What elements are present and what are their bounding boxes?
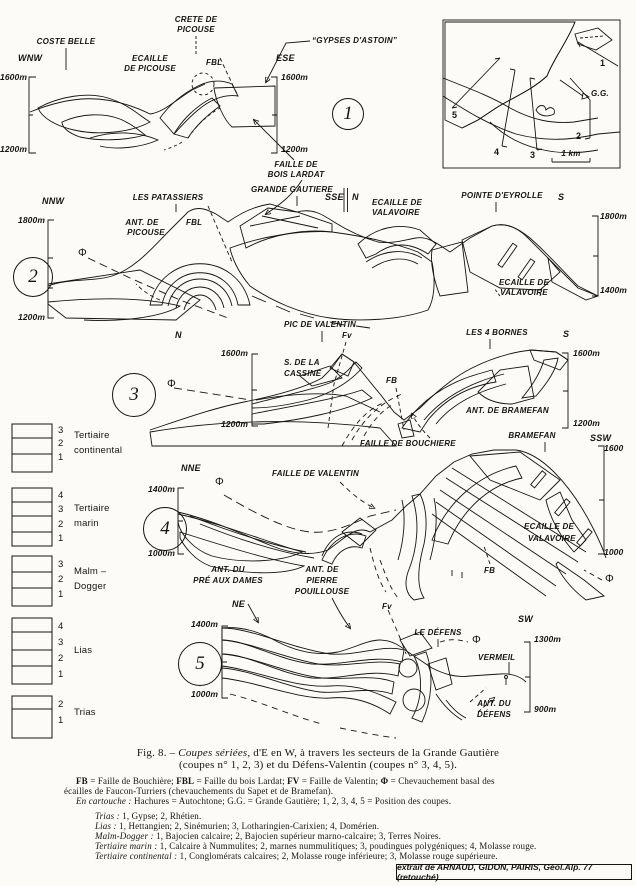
s1-coste-belle-label: COSTE BELLE (36, 37, 96, 46)
inset-cut-2-label: 2 (576, 131, 582, 141)
s5-ant-defens-label-1: ANT. DU (477, 699, 511, 708)
s5-elev-right-bottom: 900m (534, 704, 557, 714)
s2-bend-n-label: N (352, 192, 359, 202)
legend-md-num-2: 2 (58, 574, 64, 585)
s2-les-patassiers-label: LES PATASSIERS (132, 193, 204, 202)
inset-cut-3-label: 3 (530, 150, 536, 160)
s2-orientation-left: NNW (42, 196, 65, 206)
s1-faille-bois-lardat-label-2: BOIS LARDAT (267, 170, 325, 179)
s5-phi-thrust-symbol: Φ (472, 634, 482, 646)
note-fbl-def: = Faille du bois Lardat; (194, 776, 288, 786)
s4-ecaille-valavoire-label-1: ECAILLE DE (524, 522, 575, 531)
credit-text: extrait de ARNAUD, GIDON, PAIRIS, Géol.Alp. 77 (retouché) (397, 862, 593, 882)
s3-elev-right-top: 1600m (573, 348, 600, 358)
inset-scale-label: 1 km (561, 149, 581, 158)
s4-ecaille-valavoire-label-2: VALAVOIRE (528, 534, 576, 543)
legend-md-label-1: Malm – (74, 566, 107, 577)
note-fb-def: = Faille de Bouchière; (87, 776, 177, 786)
caption-italic: Coupes sériées, (178, 747, 251, 759)
legend-lias-num-4: 4 (58, 621, 64, 632)
strata-line-trias (95, 811, 201, 821)
s4-phi-right-symbol: Φ (605, 573, 615, 585)
s5-ant-defens-label-2: DÉFENS (477, 710, 511, 719)
legend-lias-num-1: 1 (58, 669, 64, 680)
strata-tc-rest: 1, Conglomérats calcaires; 2, Molasse rouge inférieure; 3, Molasse rouge supérieure. (177, 851, 498, 861)
s1-gypses-astoin-label: “GYPSES D'ASTOIN” (312, 36, 398, 45)
s3-fv-fault-label: Fv (342, 331, 352, 340)
s1-orientation-right: ESE (276, 53, 295, 63)
s1-ecaille-picouse-label-1: ECAILLE (132, 54, 168, 63)
s5-elev-right-top: 1300m (534, 634, 561, 644)
note-fv-term: FV (287, 776, 300, 786)
note-cartouche-rest: Hachures = Autochtone; G.G. = Grande Gautière; 1, 2, 3, 4, 5 = Position des coupes. (131, 796, 452, 806)
s1-ecaille-picouse-label-2: DE PICOUSE (124, 64, 176, 73)
s1-orientation-left: WNW (18, 53, 43, 63)
strata-line-tertiaire-continental (95, 851, 498, 861)
s5-orientation-right: SW (518, 614, 533, 624)
section-2-number: 2 (13, 257, 53, 297)
legend-tm-label-1: Tertiaire (74, 503, 110, 514)
s3-ant-bramefan-label: ANT. DE BRAMEFAN (466, 406, 549, 415)
inset-cut-5-label: 5 (452, 110, 458, 120)
legend-tm-num-3: 3 (58, 504, 64, 515)
s4-bramefan-label: BRAMEFAN (508, 431, 556, 440)
s2-bend-sse-label: SSE (325, 192, 344, 202)
legend-lias-label: Lias (74, 645, 93, 656)
s2-phi-thrust-symbol: Φ (78, 247, 88, 259)
s5-vermeil-label: VERMEIL (478, 653, 516, 662)
s4-elev-right-bottom: 1000 (604, 547, 624, 557)
s3-faille-bouchiere-label: FAILLE DE BOUCHIERE (360, 439, 456, 448)
s5-elev-left-top: 1400m (191, 619, 218, 629)
section-4-number: 4 (143, 507, 187, 551)
s3-cassine-label-2: CASSINE (284, 369, 322, 378)
note-faults-line2-text: écailles de Faucon-Turriers (chevauchements du Sapet et de Bramefan). (64, 786, 334, 796)
strata-tm-term: Tertiaire marin : (95, 841, 158, 851)
s1-elev-left-bottom: 1200m (0, 144, 27, 154)
legend-md-label-2: Dogger (74, 581, 107, 592)
s1-fbl-fault-label: FBL (206, 58, 223, 67)
s4-ant-pierre-pouillouse-label-3: POUILLOUSE (294, 587, 350, 596)
legend-tc-label-1: Tertiaire (74, 430, 110, 441)
strata-lias-term: Lias : (95, 821, 117, 831)
s2-elev-right-top: 1800m (600, 211, 627, 221)
s3-les-4-bornes-label: LES 4 BORNES (466, 328, 528, 337)
inset-cut-1-label: 1 (600, 58, 606, 68)
note-faults-line-2 (64, 786, 333, 796)
s3-elev-left-bottom: 1200m (221, 419, 248, 429)
s2-elev-left-bottom: 1200m (18, 312, 45, 322)
s5-elev-left-bottom: 1000m (191, 689, 218, 699)
strata-tm-rest: 1, Calcaire à Nummulites; 2, marnes nummulitiques; 3, poudingues polygéniques; 4, Molasse rouge. (157, 841, 537, 851)
s4-elev-left-bottom: 1000m (148, 548, 175, 558)
legend-tc-num-3: 3 (58, 425, 64, 436)
inset-gg-label: G.G. (591, 89, 609, 98)
s4-ant-pre-aux-dames-label-1: ANT. DU (211, 565, 245, 574)
s3-pic-valentin-label: PIC DE VALENTIN (283, 320, 357, 329)
legend-tc-num-1: 1 (58, 452, 64, 463)
s2-ecaille-valavoire-upper-label-2: VALAVOIRE (372, 208, 420, 217)
note-fbl-term: FBL (176, 776, 195, 786)
note-cartouche (76, 796, 451, 806)
caption-rest: d'E en W, à travers les secteurs de la Grande Gautière (253, 747, 500, 759)
note-phi-def: = Chevauchement basal des (388, 776, 495, 786)
s1-elev-right-top: 1600m (281, 72, 308, 82)
s1-crete-picouse-label-1: CRETE DE (174, 15, 218, 24)
strata-line-malm-dogger (95, 831, 441, 841)
s2-ecaille-valavoire-upper-label-1: ECAILLE DE (372, 198, 423, 207)
s2-fbl-fault-label: FBL (186, 218, 203, 227)
legend-md-num-3: 3 (58, 559, 64, 570)
s2-pointe-eyrolle-label: POINTE D'EYROLLE (461, 191, 543, 200)
s5-fv-fault-label: Fv (382, 602, 392, 611)
legend-trias-num-2: 2 (58, 699, 64, 710)
s3-fb-fault-label: FB (386, 376, 398, 385)
s1-elev-right-bottom: 1200m (281, 144, 308, 154)
legend-tm-num-1: 1 (58, 533, 64, 544)
legend-lias-num-3: 3 (58, 637, 64, 648)
s3-cassine-label-1: S. DE LA (284, 358, 320, 367)
legend-md-num-1: 1 (58, 589, 64, 600)
s5-le-defens-label: LE DÉFENS (414, 628, 462, 637)
caption-prefix: Fig. 8. – (136, 747, 176, 759)
s3-orientation-right: S (563, 329, 570, 339)
legend-tm-label-2: marin (74, 518, 99, 529)
strata-md-term: Malm-Dogger : (95, 831, 154, 841)
s2-ecaille-valavoire-lower-label-2: VALAVOIRE (500, 288, 548, 297)
s4-phi-thrust-symbol: Φ (215, 476, 225, 488)
s4-elev-left-top: 1400m (148, 484, 175, 494)
legend-lias-num-2: 2 (58, 653, 64, 664)
s3-phi-thrust-symbol: Φ (167, 378, 177, 390)
strata-lias-rest: 1, Hettangien; 2, Sinémurien; 3, Lotharingien-Carixien; 4, Domérien. (116, 821, 380, 831)
s3-orientation-left: N (175, 330, 182, 340)
legend-tm-num-2: 2 (58, 519, 64, 530)
s2-elev-right-bottom: 1400m (600, 285, 627, 295)
section-1-number: 1 (332, 98, 364, 130)
note-phi-term: Φ (380, 776, 389, 786)
note-fv-def: = Faille de Valentin; (299, 776, 381, 786)
s2-grande-gautiere-label: GRANDE GAUTIERE (251, 185, 333, 194)
s4-ant-pierre-pouillouse-label-1: ANT. DE (305, 565, 339, 574)
note-faults-line-1 (76, 776, 495, 786)
note-fb-term: FB (76, 776, 88, 786)
s3-elev-right-bottom: 1200m (573, 418, 600, 428)
legend-trias-label: Trias (74, 707, 96, 718)
s4-ant-pierre-pouillouse-label-2: PIERRE (306, 576, 338, 585)
s2-orientation-right: S (558, 192, 565, 202)
strata-trias-rest: 1, Gypse; 2, Rhétien. (119, 811, 202, 821)
s2-ant-picouse-label-2: PICOUSE (127, 228, 165, 237)
s1-faille-bois-lardat-label-1: FAILLE DE (274, 160, 318, 169)
strata-tc-term: Tertiaire continental : (95, 851, 178, 861)
s4-fb-fault-label: FB (484, 566, 496, 575)
legend-tc-num-2: 2 (58, 438, 64, 449)
legend-tm-num-4: 4 (58, 490, 64, 501)
s3-elev-left-top: 1600m (221, 348, 248, 358)
s1-crete-picouse-label-2: PICOUSE (177, 25, 215, 34)
strata-trias-term: Trias : (95, 811, 120, 821)
s4-orientation-left: NNE (181, 463, 201, 473)
strata-line-lias (95, 821, 379, 831)
section-3-number: 3 (112, 373, 156, 417)
s2-ant-picouse-label-1: ANT. DE (125, 218, 159, 227)
strata-md-rest: 1, Bajocien calcaire; 2, Bajocien supérieur marno-calcaire; 3, Terres Noires. (153, 831, 441, 841)
section-5-number: 5 (178, 642, 222, 686)
s4-orientation-right: SSW (590, 433, 612, 443)
s4-elev-right-top: 1600 (604, 443, 624, 453)
credit-box (396, 864, 632, 880)
legend-trias-num-1: 1 (58, 715, 64, 726)
s5-orientation-left: NE (232, 599, 246, 609)
s2-elev-left-top: 1800m (18, 215, 45, 225)
figure-caption-line-1 (0, 747, 636, 759)
note-cartouche-term: En cartouche : (76, 796, 132, 806)
caption-line2-text: (coupes n° 1, 2, 3) et du Défens-Valentin (coupes n° 3, 4, 5). (178, 759, 458, 771)
figure-caption-line-2 (0, 759, 636, 771)
strata-line-tertiaire-marin (95, 841, 536, 851)
inset-cut-4-label: 4 (494, 147, 500, 157)
s1-elev-left-top: 1600m (0, 72, 27, 82)
legend-tc-label-2: continental (74, 445, 123, 456)
s2-ecaille-valavoire-lower-label-1: ECAILLE DE (498, 278, 550, 287)
s4-faille-valentin-label: FAILLE DE VALENTIN (272, 469, 360, 478)
s4-ant-pre-aux-dames-label-2: PRÉ AUX DAMES (193, 576, 263, 585)
